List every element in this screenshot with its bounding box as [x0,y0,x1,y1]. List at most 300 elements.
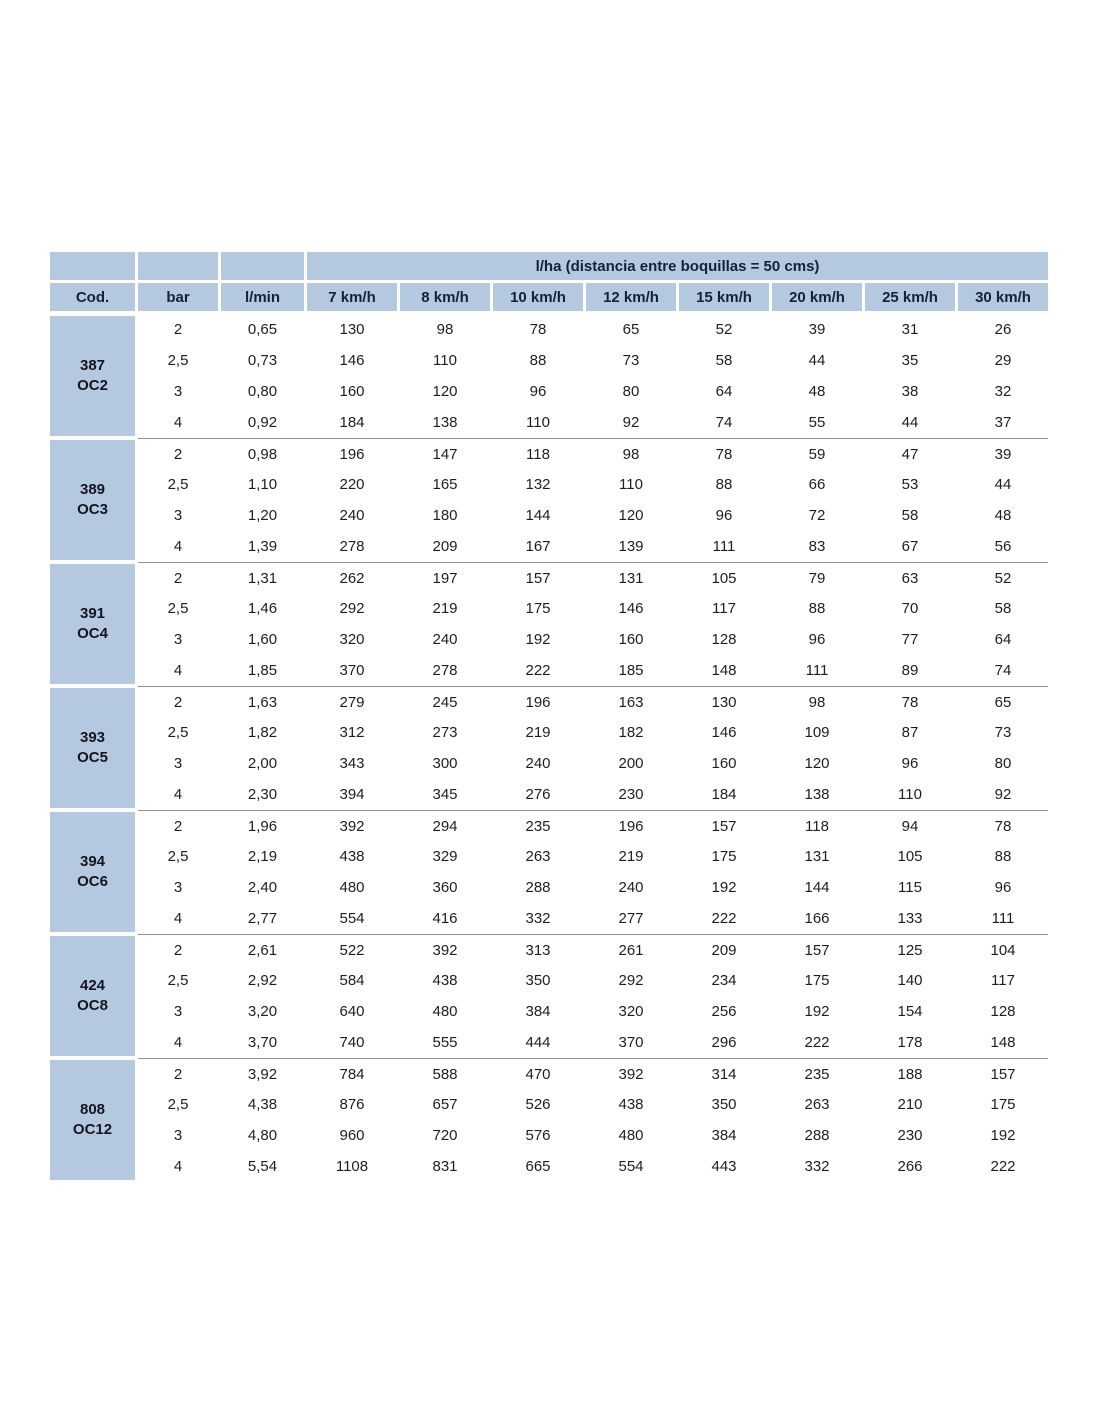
title-row-spacer-lmin [221,252,304,280]
value-cell: 148 [679,655,769,686]
value-cell: 384 [679,1120,769,1151]
value-cell: 26 [958,314,1048,345]
value-cell: 118 [493,439,583,469]
value-cell: 240 [400,624,490,655]
bar-cell: 2 [138,687,218,717]
code-cell [50,316,135,436]
value-cell: 720 [400,1120,490,1151]
value-cell: 313 [493,935,583,965]
value-cell: 222 [679,903,769,934]
code-cell [50,440,135,560]
bar-cell: 2,5 [138,965,218,996]
value-cell: 665 [493,1151,583,1182]
value-cell: 111 [958,903,1048,934]
value-cell: 175 [958,1089,1048,1120]
value-cell: 384 [493,996,583,1027]
value-cell: 105 [865,841,955,872]
value-cell: 67 [865,531,955,562]
lmin-cell: 1,31 [221,563,304,593]
code-model: OC4 [77,625,108,642]
value-cell: 266 [865,1151,955,1182]
title-row-spacer-cod [50,252,135,280]
value-cell: 175 [493,593,583,624]
table-row [138,748,1048,779]
value-cell: 31 [865,314,955,345]
code-model: OC2 [77,377,108,394]
value-cell: 240 [307,500,397,531]
bar-cell: 2 [138,1059,218,1089]
table-row [138,1120,1048,1151]
value-cell: 184 [679,779,769,810]
bar-cell: 3 [138,872,218,903]
table-row [138,345,1048,376]
value-cell: 831 [400,1151,490,1182]
value-cell: 94 [865,811,955,841]
value-cell: 58 [865,500,955,531]
value-cell: 314 [679,1059,769,1089]
value-cell: 79 [772,563,862,593]
value-cell: 188 [865,1059,955,1089]
value-cell: 104 [958,935,1048,965]
group-rows [138,562,1048,686]
code-cell [50,1060,135,1180]
group-rows [138,934,1048,1058]
nozzle-group [50,686,1048,810]
lmin-cell: 2,30 [221,779,304,810]
value-cell: 58 [679,345,769,376]
value-cell: 146 [586,593,676,624]
value-cell: 222 [772,1027,862,1058]
column-header-row [50,283,1048,311]
column-header: 10 km/h [493,283,583,311]
bar-cell: 2 [138,439,218,469]
value-cell: 110 [586,469,676,500]
column-header: l/min [221,283,304,311]
value-cell: 98 [772,687,862,717]
value-cell: 132 [493,469,583,500]
value-cell: 157 [679,811,769,841]
lmin-cell: 1,10 [221,469,304,500]
value-cell: 78 [679,439,769,469]
value-cell: 588 [400,1059,490,1089]
value-cell: 196 [493,687,583,717]
lmin-cell: 4,38 [221,1089,304,1120]
value-cell: 175 [772,965,862,996]
lmin-cell: 0,92 [221,407,304,438]
value-cell: 39 [772,314,862,345]
value-cell: 120 [772,748,862,779]
value-cell: 300 [400,748,490,779]
value-cell: 32 [958,376,1048,407]
value-cell: 219 [493,717,583,748]
value-cell: 89 [865,655,955,686]
code-number: 391 [79,604,106,622]
value-cell: 115 [865,872,955,903]
table-row [138,934,1048,965]
value-cell: 47 [865,439,955,469]
value-cell: 279 [307,687,397,717]
value-cell: 392 [400,935,490,965]
bar-cell: 2,5 [138,841,218,872]
value-cell: 147 [400,439,490,469]
value-cell: 87 [865,717,955,748]
value-cell: 584 [307,965,397,996]
value-cell: 292 [307,593,397,624]
code-cell [50,688,135,808]
value-cell: 64 [958,624,1048,655]
value-cell: 163 [586,687,676,717]
table-row [138,1027,1048,1058]
value-cell: 554 [586,1151,676,1182]
value-cell: 576 [493,1120,583,1151]
bar-cell: 3 [138,748,218,779]
table-row [138,624,1048,655]
bar-cell: 3 [138,624,218,655]
lmin-cell: 0,80 [221,376,304,407]
value-cell: 144 [772,872,862,903]
column-header: 25 km/h [865,283,955,311]
value-cell: 48 [958,500,1048,531]
value-cell: 138 [772,779,862,810]
value-cell: 444 [493,1027,583,1058]
value-cell: 96 [958,872,1048,903]
value-cell: 394 [307,779,397,810]
value-cell: 139 [586,531,676,562]
lmin-cell: 1,39 [221,531,304,562]
value-cell: 72 [772,500,862,531]
value-cell: 70 [865,593,955,624]
value-cell: 52 [958,563,1048,593]
bar-cell: 4 [138,1027,218,1058]
value-cell: 118 [772,811,862,841]
value-cell: 222 [958,1151,1048,1182]
value-cell: 277 [586,903,676,934]
bar-cell: 3 [138,500,218,531]
value-cell: 98 [586,439,676,469]
value-cell: 784 [307,1059,397,1089]
value-cell: 88 [493,345,583,376]
table-body [50,314,1048,1182]
value-cell: 640 [307,996,397,1027]
value-cell: 88 [772,593,862,624]
value-cell: 37 [958,407,1048,438]
value-cell: 360 [400,872,490,903]
value-cell: 66 [772,469,862,500]
value-cell: 392 [586,1059,676,1089]
value-cell: 320 [307,624,397,655]
value-cell: 219 [586,841,676,872]
value-cell: 526 [493,1089,583,1120]
value-cell: 480 [586,1120,676,1151]
value-cell: 263 [493,841,583,872]
value-cell: 35 [865,345,955,376]
value-cell: 296 [679,1027,769,1058]
column-header: 12 km/h [586,283,676,311]
value-cell: 554 [307,903,397,934]
lmin-cell: 2,40 [221,872,304,903]
value-cell: 276 [493,779,583,810]
lmin-cell: 2,19 [221,841,304,872]
value-cell: 438 [307,841,397,872]
value-cell: 96 [865,748,955,779]
code-number: 389 [79,480,106,498]
bar-cell: 2 [138,811,218,841]
value-cell: 110 [493,407,583,438]
value-cell: 180 [400,500,490,531]
bar-cell: 4 [138,531,218,562]
value-cell: 165 [400,469,490,500]
lmin-cell: 1,85 [221,655,304,686]
value-cell: 182 [586,717,676,748]
value-cell: 88 [679,469,769,500]
table-row [138,531,1048,562]
value-cell: 78 [493,314,583,345]
value-cell: 166 [772,903,862,934]
table-row [138,1058,1048,1089]
value-cell: 196 [307,439,397,469]
value-cell: 64 [679,376,769,407]
value-cell: 56 [958,531,1048,562]
table-title: l/ha (distancia entre boquillas = 50 cms) [307,252,1048,280]
value-cell: 157 [772,935,862,965]
value-cell: 370 [586,1027,676,1058]
lmin-cell: 1,63 [221,687,304,717]
value-cell: 53 [865,469,955,500]
code-model: OC8 [77,997,108,1014]
value-cell: 96 [679,500,769,531]
bar-cell: 4 [138,903,218,934]
bar-cell: 3 [138,996,218,1027]
value-cell: 138 [400,407,490,438]
value-cell: 230 [586,779,676,810]
table-row [138,717,1048,748]
lmin-cell: 1,46 [221,593,304,624]
lmin-cell: 1,96 [221,811,304,841]
table-row [138,562,1048,593]
value-cell: 230 [865,1120,955,1151]
value-cell: 184 [307,407,397,438]
value-cell: 160 [307,376,397,407]
value-cell: 175 [679,841,769,872]
bar-cell: 2 [138,935,218,965]
value-cell: 240 [493,748,583,779]
value-cell: 167 [493,531,583,562]
lmin-cell: 0,98 [221,439,304,469]
table-row [138,841,1048,872]
value-cell: 438 [400,965,490,996]
value-cell: 222 [493,655,583,686]
table-row [138,593,1048,624]
nozzle-group [50,1058,1048,1182]
value-cell: 219 [400,593,490,624]
value-cell: 192 [958,1120,1048,1151]
value-cell: 146 [679,717,769,748]
value-cell: 44 [958,469,1048,500]
value-cell: 522 [307,935,397,965]
bar-cell: 4 [138,1151,218,1182]
value-cell: 80 [958,748,1048,779]
bar-cell: 3 [138,376,218,407]
nozzle-group [50,810,1048,934]
value-cell: 438 [586,1089,676,1120]
group-rows [138,314,1048,438]
value-cell: 288 [772,1120,862,1151]
value-cell: 555 [400,1027,490,1058]
value-cell: 77 [865,624,955,655]
value-cell: 209 [400,531,490,562]
bar-cell: 4 [138,407,218,438]
nozzle-group [50,438,1048,562]
value-cell: 88 [958,841,1048,872]
bar-cell: 3 [138,1120,218,1151]
bar-cell: 2,5 [138,593,218,624]
value-cell: 73 [586,345,676,376]
value-cell: 96 [772,624,862,655]
code-model: OC5 [77,749,108,766]
lmin-cell: 3,20 [221,996,304,1027]
value-cell: 657 [400,1089,490,1120]
table-row [138,1151,1048,1182]
code-number: 393 [79,728,106,746]
value-cell: 480 [400,996,490,1027]
value-cell: 117 [958,965,1048,996]
bar-cell: 2,5 [138,1089,218,1120]
value-cell: 111 [679,531,769,562]
value-cell: 192 [679,872,769,903]
title-row-spacer-bar [138,252,218,280]
value-cell: 345 [400,779,490,810]
table-row [138,407,1048,438]
column-header: Cod. [50,283,135,311]
column-header: 15 km/h [679,283,769,311]
value-cell: 256 [679,996,769,1027]
value-cell: 74 [679,407,769,438]
value-cell: 128 [958,996,1048,1027]
nozzle-rate-table [50,252,1048,1182]
value-cell: 120 [586,500,676,531]
value-cell: 480 [307,872,397,903]
value-cell: 120 [400,376,490,407]
value-cell: 178 [865,1027,955,1058]
value-cell: 83 [772,531,862,562]
bar-cell: 2 [138,563,218,593]
table-row [138,469,1048,500]
value-cell: 160 [679,748,769,779]
table-row [138,1089,1048,1120]
value-cell: 210 [865,1089,955,1120]
value-cell: 273 [400,717,490,748]
bar-cell: 2,5 [138,345,218,376]
code-number: 394 [79,852,106,870]
column-header: 8 km/h [400,283,490,311]
table-row [138,655,1048,686]
value-cell: 130 [679,687,769,717]
lmin-cell: 2,77 [221,903,304,934]
value-cell: 192 [772,996,862,1027]
value-cell: 110 [400,345,490,376]
value-cell: 185 [586,655,676,686]
value-cell: 65 [586,314,676,345]
column-header: 30 km/h [958,283,1048,311]
nozzle-group [50,562,1048,686]
bar-cell: 2 [138,314,218,345]
value-cell: 78 [958,811,1048,841]
value-cell: 48 [772,376,862,407]
value-cell: 144 [493,500,583,531]
table-row [138,500,1048,531]
value-cell: 128 [679,624,769,655]
value-cell: 55 [772,407,862,438]
value-cell: 157 [958,1059,1048,1089]
value-cell: 245 [400,687,490,717]
lmin-cell: 2,61 [221,935,304,965]
value-cell: 332 [493,903,583,934]
value-cell: 876 [307,1089,397,1120]
value-cell: 110 [865,779,955,810]
value-cell: 44 [865,407,955,438]
code-model: OC12 [72,1121,113,1138]
value-cell: 157 [493,563,583,593]
value-cell: 235 [493,811,583,841]
lmin-cell: 0,73 [221,345,304,376]
lmin-cell: 3,92 [221,1059,304,1089]
group-rows [138,438,1048,562]
value-cell: 80 [586,376,676,407]
value-cell: 29 [958,345,1048,376]
value-cell: 92 [586,407,676,438]
value-cell: 192 [493,624,583,655]
value-cell: 320 [586,996,676,1027]
lmin-cell: 1,20 [221,500,304,531]
value-cell: 329 [400,841,490,872]
value-cell: 63 [865,563,955,593]
value-cell: 52 [679,314,769,345]
table-row [138,872,1048,903]
lmin-cell: 2,92 [221,965,304,996]
code-number: 387 [79,356,106,374]
value-cell: 416 [400,903,490,934]
lmin-cell: 4,80 [221,1120,304,1151]
value-cell: 209 [679,935,769,965]
value-cell: 98 [400,314,490,345]
table-row [138,810,1048,841]
group-rows [138,810,1048,934]
value-cell: 350 [679,1089,769,1120]
value-cell: 262 [307,563,397,593]
column-header: bar [138,283,218,311]
value-cell: 294 [400,811,490,841]
bar-cell: 4 [138,655,218,686]
value-cell: 288 [493,872,583,903]
value-cell: 58 [958,593,1048,624]
value-cell: 200 [586,748,676,779]
table-row [138,686,1048,717]
value-cell: 92 [958,779,1048,810]
value-cell: 196 [586,811,676,841]
lmin-cell: 2,00 [221,748,304,779]
value-cell: 278 [400,655,490,686]
value-cell: 130 [307,314,397,345]
value-cell: 140 [865,965,955,996]
value-cell: 332 [772,1151,862,1182]
table-row [138,314,1048,345]
table-row [138,376,1048,407]
value-cell: 234 [679,965,769,996]
code-number: 808 [79,1100,106,1118]
value-cell: 343 [307,748,397,779]
bar-cell: 2,5 [138,469,218,500]
table-row [138,903,1048,934]
